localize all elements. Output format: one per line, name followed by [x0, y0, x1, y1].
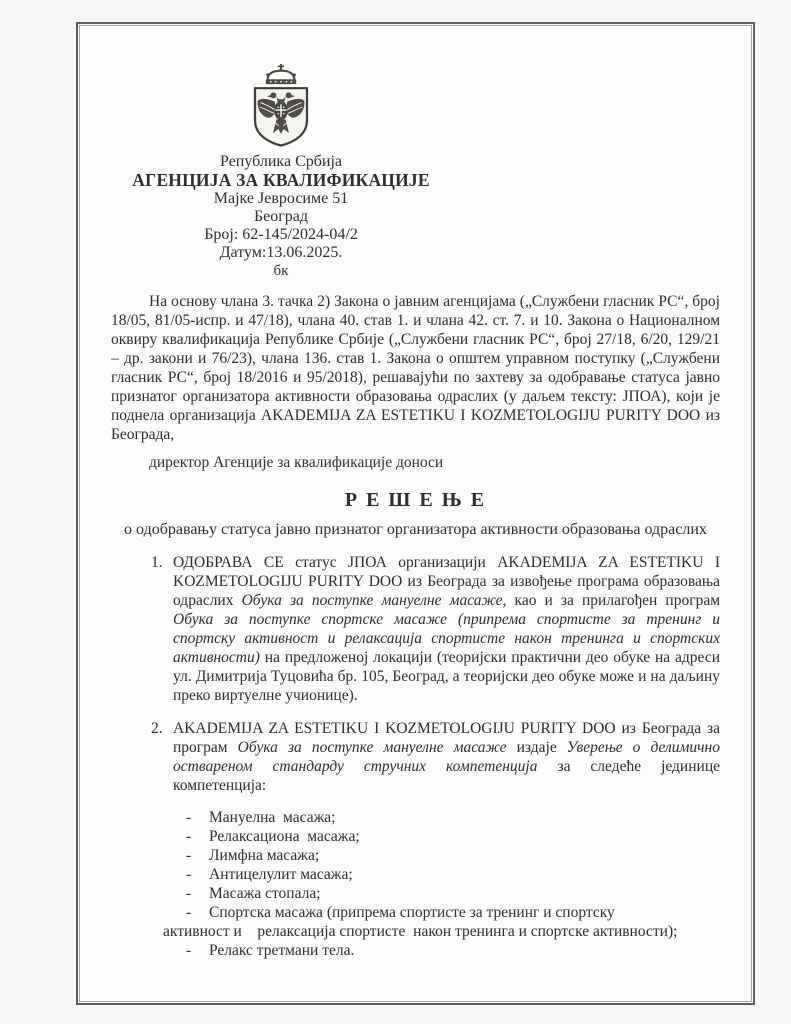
document-border-frame: [76, 22, 755, 1005]
letterhead-country: Република Србија: [220, 153, 342, 170]
bullet-dash: -: [186, 809, 192, 826]
item-text: AKADEMIJA ZA ESTETIKU I KOZMETOLOGIJU PURITY DOO из Београда за програм Обука за поступке мануелне масаже издаје Уверење о делимично оствареном стандарду стручних компетенција за следеће јединице компетенција:: [173, 720, 720, 794]
document-content: [78, 24, 753, 1003]
letterhead-initials: бк: [273, 263, 289, 279]
list-item-label: Спортска масажа (припрема спортисте за тренинг и спортску: [209, 904, 615, 921]
list-item: [163, 904, 720, 941]
list-item-label: Мануелна масажа;: [209, 809, 336, 826]
letterhead-case-number: Број: 62-145/2024-04/2: [204, 226, 358, 243]
director-line: директор Агенције за квалификације доноси: [149, 454, 444, 471]
decision-item-1: [151, 553, 720, 705]
list-item-label: Лимфна масажа;: [209, 847, 320, 864]
bullet-dash: -: [186, 942, 192, 959]
item-number: 1.: [151, 554, 163, 571]
bullet-dash: -: [186, 847, 192, 864]
letterhead: [111, 64, 451, 280]
bullet-dash: -: [186, 866, 192, 883]
list-item: [186, 847, 720, 865]
list-item: [186, 809, 720, 827]
list-item-label: Релаксациона масажа;: [209, 828, 360, 845]
decision-subtitle: о одобравању статуса јавно признатог организатора активности образовања одраслих: [124, 521, 707, 538]
letterhead-city: Београд: [253, 208, 309, 225]
competence-units-list: [163, 809, 720, 960]
list-item: [186, 866, 720, 884]
list-item: [186, 942, 720, 960]
bullet-dash: -: [186, 828, 192, 845]
item-text: ОДОБРАВА СЕ статус ЈПОА организацији AKADEMIJA ZA ESTETIKU I KOZMETOLOGIJU PURITY DOO из Београда за извођење програма образовања одраслих Обука за поступке мануелне масаже, као и за прилагођен програм Обука за поступке спортске масаже (припрема спортисте за тренинг и спортску активност и релаксација спортисте након тренинга и спортских активности) на предложеној локацији (теоријски практични део обуке на адреси ул. Димитрија Туцовића бр. 105, Београд, а теоријски део обуке може и на даљину преко виртуелне учионице).: [173, 554, 721, 704]
decision-title: Р Е Ш Е Њ Е: [344, 489, 487, 511]
decision-items: [151, 553, 720, 795]
decision-item-2: [151, 719, 720, 795]
list-item-label: Антицелулит масажа;: [209, 866, 353, 883]
list-item-line-2: активност и релаксација спортисте након тренинга и спортске активности);: [163, 923, 678, 940]
list-item-label: Масажа стопала;: [209, 885, 321, 902]
item-number: 2.: [151, 720, 163, 737]
bullet-dash: -: [186, 885, 192, 902]
preamble-paragraph: На основу члана 3. тачка 2) Закона о јавним агенцијама („Службени гласник РС“, број 18/05, 81/05-испр. и 47/18), члана 40. став 1. и члана 42. ст. 7. и 10. Закона о Националном оквиру квалификација Републике Србије („Службени гласник РС“, број 27/18, 6/20, 129/21 – др. закони и 76/23), члана 136. став 1. Закона о општем управном поступку („Службени гласник РС“, број 18/2016 и 95/2018), решавајући по захтеву за одобравање статуса јавно признатог организатора активности образовања одраслих (у даљем тексту: ЈПОА), који је поднела организација AKADEMIJA ZA ESTETIKU I KOZMETOLOGIJU PURITY DOO из Београда,: [111, 293, 720, 443]
letterhead-street: Мајке Јевросиме 51: [213, 190, 349, 207]
list-item: [186, 828, 720, 846]
letterhead-agency-name: АГЕНЦИЈА ЗА КВАЛИФИКАЦИЈЕ: [132, 170, 430, 190]
list-item-label: Релакс третмани тела.: [209, 942, 355, 959]
list-item: [186, 885, 720, 903]
list-item-line-1: [186, 904, 720, 922]
bullet-dash: -: [186, 904, 192, 921]
letterhead-date: Датум:13.06.2025.: [219, 244, 343, 261]
serbia-coat-of-arms-icon: [236, 64, 326, 150]
